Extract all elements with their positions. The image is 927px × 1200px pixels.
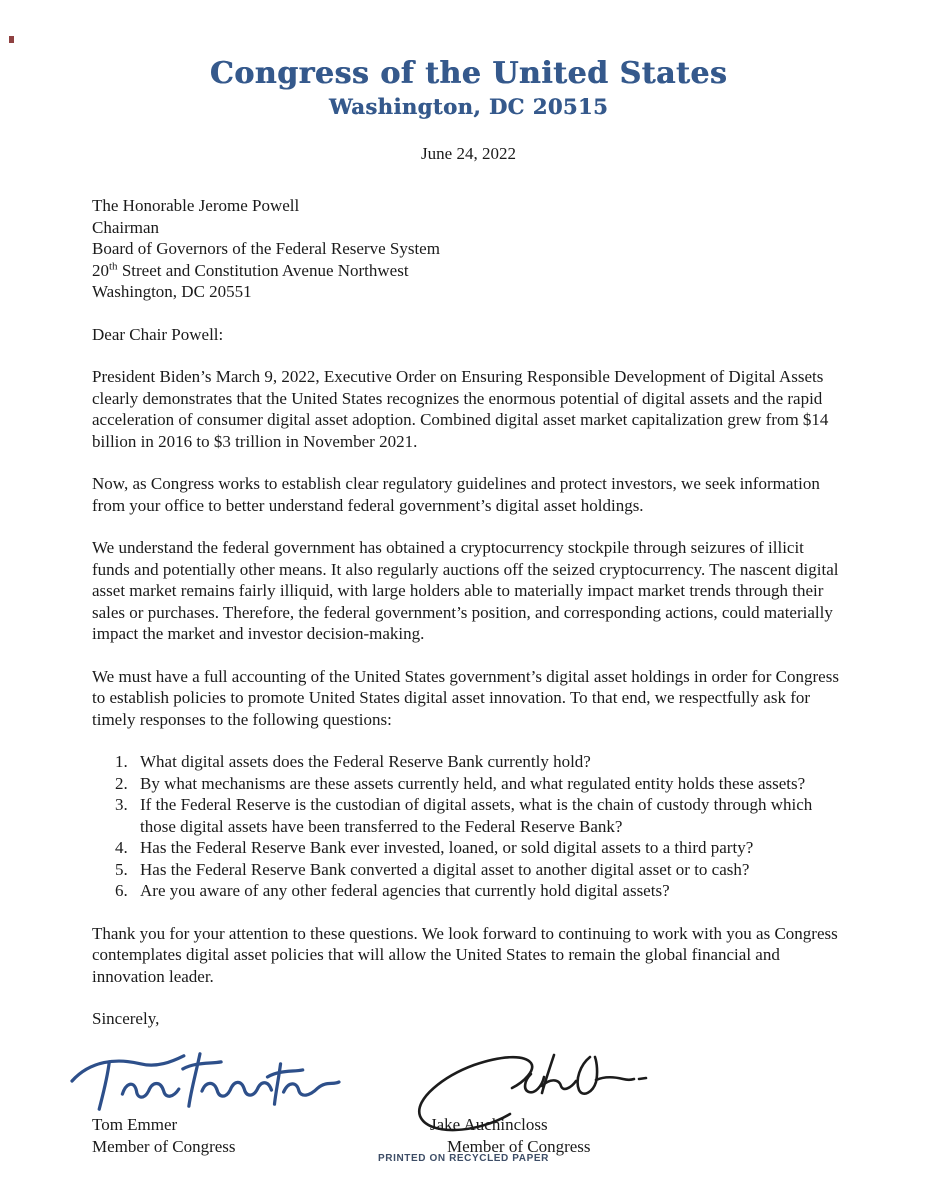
street-number: 20 (92, 260, 109, 280)
letter-date: June 24, 2022 (421, 144, 516, 163)
letter-body (92, 324, 845, 988)
recipient-street (92, 260, 845, 282)
street-rest: Street and Constitution Avenue Northwest (117, 260, 409, 280)
recipient-address (92, 195, 845, 303)
salutation: Dear Chair Powell: (92, 324, 224, 344)
signer-name: Tom Emmer (92, 1114, 178, 1134)
paragraph: We must have a full accounting of the United States government’s digital asset holdings in order for Congress to establish policies to promote United States digital asset innovation. To that end, we respectfully ask for timely responses to the following questions: (92, 666, 839, 729)
paragraph: Now, as Congress works to establish clear regulatory guidelines and protect investors, we seek information from your office to better understand federal government’s digital asset holdings. (92, 474, 820, 515)
valediction: Sincerely, (92, 1009, 160, 1028)
question-item: What digital assets does the Federal Reserve Bank currently hold? (140, 752, 591, 771)
recipient-org: Board of Governors of the Federal Reserve System (92, 239, 440, 258)
paragraph: We understand the federal government has obtained a cryptocurrency stockpile through seizures of illicit funds and potentially other means. It also regularly auctions off the seized cryptocurrency. The nascent digital asset market remains fairly illiquid, with large holders able to materially impact market trends through their sales or purchases. Therefore, the federal government’s position, and corresponding actions, could materially impact the market and investor decision-making. (92, 538, 839, 643)
signature-block (92, 1030, 845, 1162)
street-ordinal: th (109, 259, 118, 272)
scan-artifact-mark (9, 36, 14, 43)
recycled-paper-note: PRINTED ON RECYCLED PAPER (378, 1153, 549, 1164)
letterhead (92, 56, 845, 120)
letterhead-subtitle: Washington, DC 20515 (328, 94, 609, 119)
question-item: Are you aware of any other federal agencies that currently hold digital assets? (140, 881, 670, 900)
signer-title: Member of Congress (92, 1136, 236, 1156)
question-item: Has the Federal Reserve Bank converted a digital asset to another digital asset or to cash? (140, 859, 750, 879)
signer-name: Jake Auchincloss (430, 1114, 548, 1134)
question-item: Has the Federal Reserve Bank ever invested, loaned, or sold digital assets to a third party? (140, 838, 754, 857)
questions-list (92, 751, 845, 902)
paragraph: President Biden’s March 9, 2022, Executive Order on Ensuring Responsible Development of Digital Assets clearly demonstrates that the United States recognizes the enormous potential of digital assets and the rapid acceleration of consumer digital asset adoption. Combined digital asset market capitalization grew from $14 billion in 2016 to $3 trillion in November 2021. (92, 367, 829, 451)
signer-title: Member of Congress (447, 1136, 591, 1156)
recipient-city: Washington, DC 20551 (92, 282, 252, 301)
closing-paragraph: Thank you for your attention to these questions. We look forward to continuing to work with you as Congress contemplates digital asset policies that will allow the United States to remain the global financial and innovation leader. (92, 923, 838, 986)
question-item: By what mechanisms are these assets currently held, and what regulated entity holds these assets? (140, 773, 806, 793)
recipient-role: Chairman (92, 217, 160, 237)
recipient-name: The Honorable Jerome Powell (92, 196, 300, 215)
tom-emmer-signature-icon (70, 1048, 342, 1116)
letterhead-title: Congress of the United States (209, 56, 728, 91)
question-item: If the Federal Reserve is the custodian of digital assets, what is the chain of custody through which those digital assets have been transferred to the Federal Reserve Bank? (140, 795, 813, 836)
